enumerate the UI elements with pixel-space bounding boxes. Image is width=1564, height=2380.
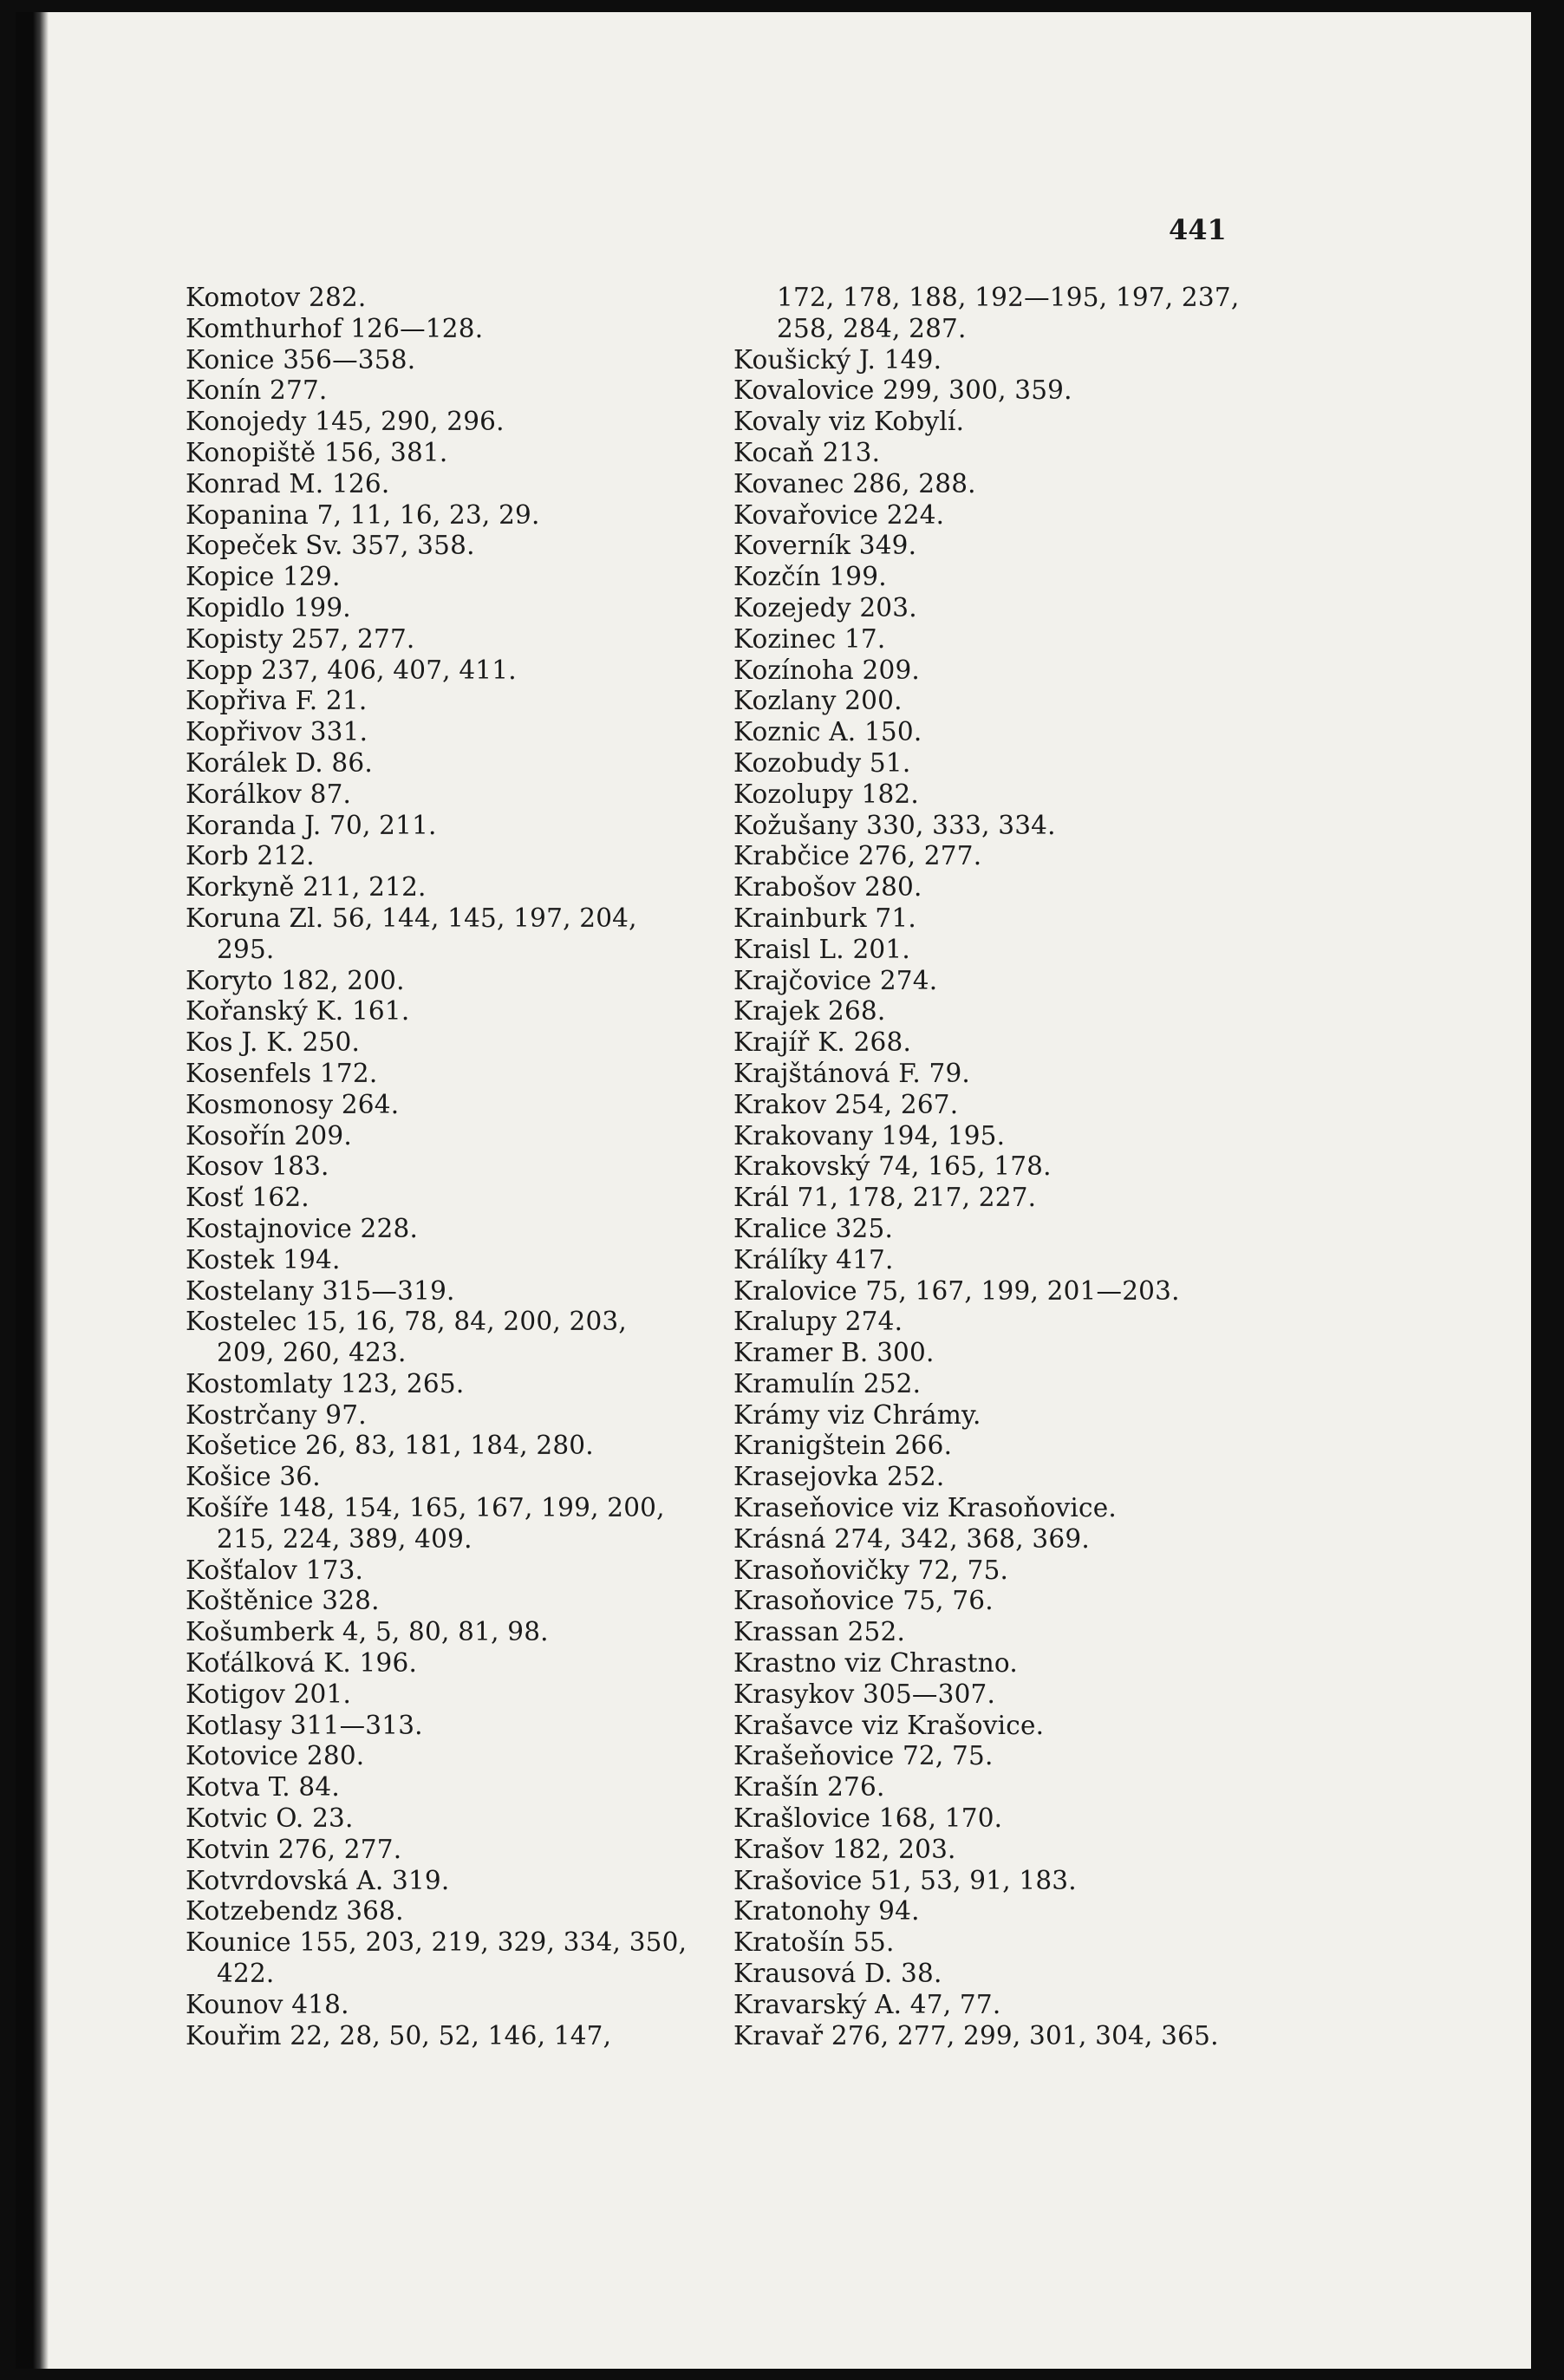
index-entry: Kotvic O. 23.: [186, 1803, 354, 1834]
index-entry: Kraisl L. 201.: [733, 934, 910, 964]
index-entry: Kořanský K. 161.: [186, 996, 410, 1027]
index-entry: Korkyně 211, 212.: [186, 872, 427, 903]
index-entry: Krašov 182, 203.: [733, 1834, 956, 1864]
index-entry: Kocaň 213.: [733, 437, 881, 467]
index-entry: Korb 212.: [186, 841, 315, 871]
index-entry: Kosmonosy 264.: [186, 1089, 400, 1119]
index-entry: 295.: [217, 934, 275, 964]
index-entry: Košice 36.: [186, 1462, 321, 1492]
index-entry: Kovařovice 224.: [733, 499, 945, 530]
index-entry: Krakovany 194, 195.: [733, 1120, 1006, 1151]
index-entry: Kopisty 257, 277.: [186, 623, 415, 654]
index-entry: Krastno viz Chrastno.: [733, 1648, 1018, 1679]
index-entry: Krašeňovice 72, 75.: [733, 1741, 994, 1771]
index-entry: Krašín 276.: [733, 1772, 885, 1803]
index-entry: Kotvrdovská A. 319.: [186, 1865, 450, 1895]
index-entry: Košíře 148, 154, 165, 167, 199, 200,: [186, 1493, 665, 1523]
index-entry: 209, 260, 423.: [217, 1338, 407, 1368]
index-entry: Košťalov 173.: [186, 1555, 364, 1585]
index-entry: Koverník 349.: [733, 531, 917, 561]
index-entry: Konín 277.: [186, 375, 328, 406]
index-entry: Košumberk 4, 5, 80, 81, 98.: [186, 1617, 549, 1647]
index-entry: Kotlasy 311—313.: [186, 1710, 423, 1740]
index-page: [16, 12, 1531, 2369]
index-entry: Kovanec 286, 288.: [733, 468, 976, 499]
index-entry: Kratošín 55.: [733, 1927, 895, 1958]
index-entry: Kovalovice 299, 300, 359.: [733, 375, 1072, 406]
index-entry: Král 71, 178, 217, 227.: [733, 1183, 1037, 1213]
index-entry: Kopřivov 331.: [186, 717, 368, 747]
index-entry: Kozolupy 182.: [733, 779, 919, 809]
index-entry: Kozčín 199.: [733, 562, 887, 592]
index-entry: Kounov 418.: [186, 1989, 349, 2019]
index-entry: Kotzebendz 368.: [186, 1896, 404, 1927]
index-entry: Krakov 254, 267.: [733, 1089, 959, 1119]
index-entry: Komotov 282.: [186, 283, 367, 312]
index-entry: Konice 356—358.: [186, 344, 416, 375]
index-entry: Krasoňovice 75, 76.: [733, 1586, 994, 1616]
index-entry: Kozobudy 51.: [733, 747, 911, 778]
index-entry: Králíky 417.: [733, 1244, 894, 1275]
index-entry: Košetice 26, 83, 181, 184, 280.: [186, 1431, 594, 1461]
index-entry: Koruna Zl. 56, 144, 145, 197, 204,: [186, 903, 637, 933]
index-entry: Kostelany 315—319.: [186, 1275, 455, 1306]
index-entry: Krajčovice 274.: [733, 965, 938, 995]
index-entry: Kotovice 280.: [186, 1741, 365, 1771]
index-entry: Krabčice 276, 277.: [733, 841, 982, 871]
index-entry: Kravarský A. 47, 77.: [733, 1989, 1001, 2019]
index-entry: Krajek 268.: [733, 996, 886, 1027]
index-entry: Krašavce viz Krašovice.: [733, 1710, 1045, 1740]
index-entry: Konopiště 156, 381.: [186, 437, 448, 467]
index-entry: Kos J. K. 250.: [186, 1027, 361, 1058]
index-entry: Koštěnice 328.: [186, 1586, 380, 1616]
index-entry: Kopřiva F. 21.: [186, 686, 368, 716]
index-entry: Krajíř K. 268.: [733, 1027, 912, 1058]
index-entry: Krassan 252.: [733, 1617, 906, 1647]
index-entry: Kotva T. 84.: [186, 1772, 340, 1803]
index-entry: Kovaly viz Kobylí.: [733, 407, 965, 437]
index-entry: Kraseňovice viz Krasoňovice.: [733, 1493, 1118, 1523]
index-entry: Kravař 276, 277, 299, 301, 304, 365.: [733, 2020, 1219, 2051]
index-entry: Kozínoha 209.: [733, 655, 920, 685]
index-entry: Kranigštein 266.: [733, 1431, 953, 1461]
index-entry: Krasoňovičky 72, 75.: [733, 1555, 1009, 1585]
index-entry: Kramer B. 300.: [733, 1338, 935, 1368]
index-entry: Kosořín 209.: [186, 1120, 352, 1151]
index-entry: Konrad M. 126.: [186, 468, 390, 499]
index-entry: Koznic A. 150.: [733, 717, 922, 747]
index-entry: Kostajnovice 228.: [186, 1213, 419, 1243]
scan-binding-edge: [16, 12, 49, 2369]
index-entry: Kozlany 200.: [733, 686, 903, 716]
index-entry: Krámy viz Chrámy.: [733, 1399, 981, 1430]
index-entry: Kopp 237, 406, 407, 411.: [186, 655, 517, 685]
index-entry: Krasykov 305—307.: [733, 1679, 996, 1709]
index-entry: Kopidlo 199.: [186, 592, 351, 623]
page-number: 441: [1169, 213, 1227, 246]
index-entry: Kožušany 330, 333, 334.: [733, 810, 1056, 840]
index-entry: Krasejovka 252.: [733, 1462, 945, 1492]
index-column-left: [186, 283, 740, 2051]
index-entry: Kramulín 252.: [733, 1368, 922, 1399]
index-entry: 172, 178, 188, 192—195, 197, 237,: [777, 283, 1240, 312]
index-entry: Koranda J. 70, 211.: [186, 810, 437, 840]
index-entry: Kozinec 17.: [733, 623, 886, 654]
index-entry: Koťálková K. 196.: [186, 1648, 418, 1679]
index-entry: Krásná 274, 342, 368, 369.: [733, 1523, 1090, 1554]
index-entry: Kostek 194.: [186, 1244, 341, 1275]
index-entry: Korálkov 87.: [186, 779, 352, 809]
index-entry: Kopice 129.: [186, 562, 341, 592]
index-entry: 215, 224, 389, 409.: [217, 1523, 472, 1554]
index-entry: Kostrčany 97.: [186, 1399, 367, 1430]
index-entry: Krajštánová F. 79.: [733, 1058, 970, 1088]
index-entry: Kostomlaty 123, 265.: [186, 1368, 465, 1399]
index-entry: Komthurhof 126—128.: [186, 313, 484, 343]
index-entry: Krakovský 74, 165, 178.: [733, 1151, 1052, 1182]
index-entry: Kosť 162.: [186, 1183, 310, 1213]
index-entry: 258, 284, 287.: [777, 313, 967, 343]
index-entry: Kotvin 276, 277.: [186, 1834, 402, 1864]
index-entry: Kopeček Sv. 357, 358.: [186, 531, 475, 561]
index-entry: Kralovice 75, 167, 199, 201—203.: [733, 1275, 1180, 1306]
index-entry: Krausová D. 38.: [733, 1959, 942, 1989]
index-entry: Kosenfels 172.: [186, 1058, 378, 1088]
index-column-right: [733, 283, 1358, 2051]
index-entry: Krainburk 71.: [733, 903, 916, 933]
index-entry: Krašlovice 168, 170.: [733, 1803, 1003, 1834]
index-entry: Kounice 155, 203, 219, 329, 334, 350,: [186, 1927, 688, 1958]
index-entry: Kopanina 7, 11, 16, 23, 29.: [186, 499, 540, 530]
index-entry: Kosov 183.: [186, 1151, 329, 1182]
index-entry: Kralice 325.: [733, 1213, 894, 1243]
index-entry: Kralupy 274.: [733, 1307, 903, 1337]
index-entry: Kostelec 15, 16, 78, 84, 200, 203,: [186, 1307, 627, 1337]
index-entry: Kozejedy 203.: [733, 592, 917, 623]
index-entry: Koušický J. 149.: [733, 344, 942, 375]
index-entry: Krabošov 280.: [733, 872, 922, 903]
index-entry: Krašovice 51, 53, 91, 183.: [733, 1865, 1077, 1895]
index-entry: Korálek D. 86.: [186, 747, 373, 778]
index-entry: Kratonohy 94.: [733, 1896, 920, 1927]
index-entry: Koryto 182, 200.: [186, 965, 405, 995]
index-entry: Kouřim 22, 28, 50, 52, 146, 147,: [186, 2020, 612, 2051]
index-entry: Konojedy 145, 290, 296.: [186, 407, 505, 437]
index-entry: Kotigov 201.: [186, 1679, 352, 1709]
index-entry: 422.: [217, 1959, 275, 1989]
